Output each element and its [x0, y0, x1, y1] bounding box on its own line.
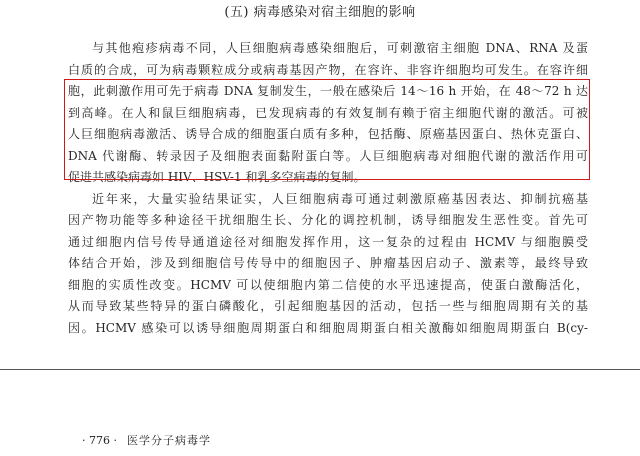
paragraph-2-line: 通过细胞内信号传导通道途径对细胞发挥作用，这一复杂的过程由 HCMV 与细胞膜受: [68, 234, 588, 249]
paragraph-1-line: 胞，此刺激作用可先于病毒 DNA 复制发生，一般在感染后 14～16 h 开始，在 48～72 h 达: [68, 84, 588, 98]
paragraph-2-line: 因。HCMV 感染可以诱导细胞周期蛋白和细胞周期蛋白相关激酶如细胞周期蛋白 B(cy-: [68, 320, 588, 335]
paragraph-2-line: 因产物功能等多种途径干扰细胞生长、分化的调控机制，诱导细胞发生恶性变。首先可: [68, 213, 588, 227]
paragraph-2-line: 近年来，大量实验结果证实，人巨细胞病毒可通过刺激原癌基因表达、抑制抗癌基: [92, 191, 588, 206]
paragraph-1-line: 白质的合成，可为病毒颗粒成分或病毒基因产物，在容许、非容许细胞均可发生。在容许细: [68, 62, 588, 77]
page-number: · 776 ·: [82, 434, 117, 447]
page-footer: [82, 434, 211, 448]
paragraph-2-line: 细胞的实质性改变。HCMV 可以使细胞内第二信使的水平迅速提高，使蛋白激酶活化，: [68, 277, 588, 292]
paragraph-1-line: 到高峰。在人和鼠巨细胞病毒，已发现病毒的有效复制有赖于宿主细胞代谢的激活。可被: [68, 105, 588, 120]
red-highlight-box: [64, 79, 590, 180]
paragraph-2-line: 体结合开始，涉及到细胞信号传导中的细胞因子、肿瘤基因启动子、激素等，最终导致: [68, 256, 588, 270]
book-title: 医学分子病毒学: [126, 434, 211, 447]
paragraph-1-line: 促进共感染病毒如 HIV、HSV-1 和乳多空病毒的复制。: [68, 170, 366, 184]
section-title: (五) 病毒感染对宿主细胞的影响: [224, 5, 416, 20]
paragraph-1-line: DNA 代谢酶、转录因子及细胞表面黏附蛋白等。人巨细胞病毒对细胞代谢的激活作用可: [68, 148, 588, 163]
paragraph-1-line: 人巨细胞病毒激活、诱导合成的细胞蛋白质有多种，包括酶、原癌基因蛋白、热休克蛋白、: [68, 127, 588, 141]
paragraph-1-line: 与其他疱疹病毒不同，人巨细胞病毒感染细胞后，可刺激宿主细胞 DNA、RNA 及蛋: [92, 41, 588, 55]
paragraph-2-line: 从而导致某些特异的蛋白磷酸化，引起细胞基因的活动，包括一些与细胞周期有关的基: [68, 299, 588, 313]
page-separator: [0, 369, 640, 370]
